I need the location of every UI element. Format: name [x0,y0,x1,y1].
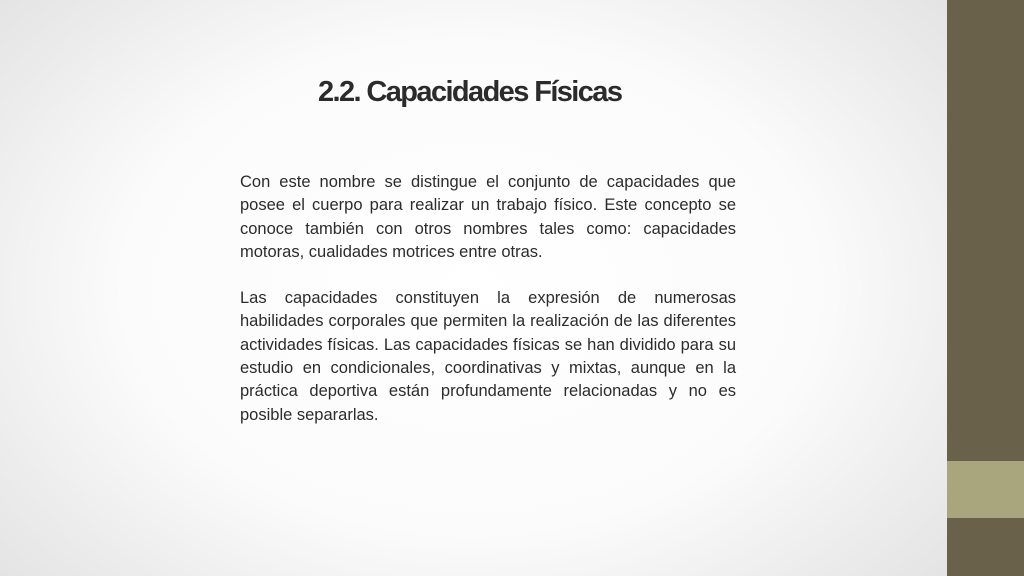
body-paragraph-1: Con este nombre se distingue el conjunto de capacidades que posee el cuerpo para realizar un trabajo físico. Este concepto se conoce también con otros nombres tales como: capacidades motoras, cualidades motrices entre otras. [240,173,736,261]
slide-body [240,171,736,450]
slide-title: 2.2. Capacidades Físicas [318,76,622,108]
decorative-side-accent [947,461,1024,518]
body-paragraph-2: Las capacidades constituyen la expresión de numerosas habilidades corporales que permiten la realización de las diferentes actividades físicas. Las capacidades físicas se han dividido para su estudio en condicionales, coordinativas y mixtas, aunque en la práctica deportiva están profundamente relacionadas y no es posible separarlas. [240,289,736,424]
